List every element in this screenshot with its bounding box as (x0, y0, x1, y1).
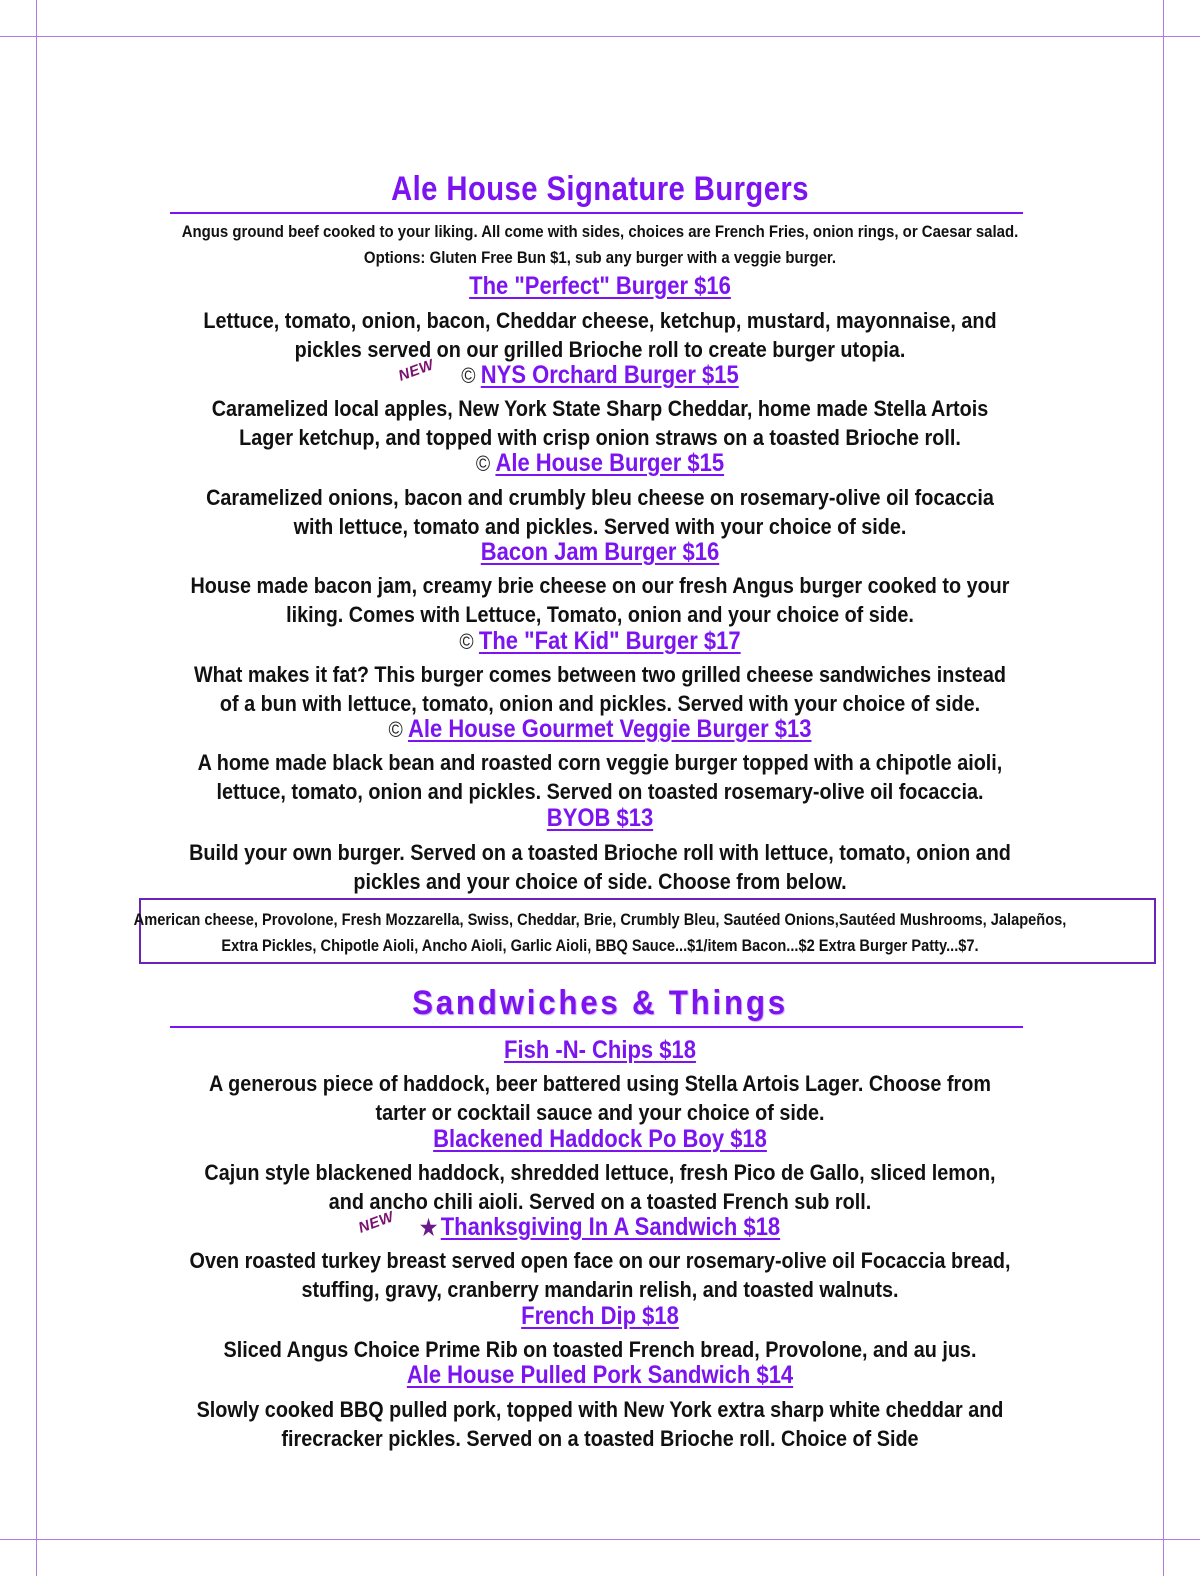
menu-item-desc: stuffing, gravy, cranberry mandarin relish, and toasted walnuts. (301, 1277, 899, 1302)
menu-item-desc: Build your own burger. Served on a toasted Brioche roll with lettuce, tomato, onion and (189, 840, 1011, 865)
menu-item-desc: of a bun with lettuce, tomato, onion and pickles. Served with your choice of side. (219, 691, 981, 716)
crop-mark-bottom-h (0, 1539, 1200, 1540)
menu-item-title: Bacon Jam Burger $16 (480, 538, 720, 566)
menu-item-desc: Cajun style blackened haddock, shredded lettuce, fresh Pico de Gallo, sliced lemon, (204, 1160, 996, 1185)
menu-item-desc: and ancho chili aioli. Served on a toasted French sub roll. (328, 1189, 872, 1214)
menu-item-desc: tarter or cocktail sauce and your choice of side. (375, 1100, 825, 1125)
menu-item-title: Ale House Pulled Pork Sandwich $14 (406, 1361, 794, 1389)
menu-item-title: Fish -N- Chips $18 (504, 1036, 696, 1064)
crop-mark-right-v (1163, 0, 1164, 1576)
menu-item-desc: liking. Comes with Lettuce, Tomato, onion and your choice of side. (286, 602, 914, 627)
menu-item-desc: Oven roasted turkey breast served open face on our rosemary-olive oil Focaccia bread, (189, 1248, 1011, 1273)
menu-item-title: ★ Thanksgiving In A Sandwich $18 (419, 1213, 781, 1241)
menu-item-title: Blackened Haddock Po Boy $18 (433, 1125, 767, 1153)
menu-item-desc: Lager ketchup, and topped with crisp onion straws on a toasted Brioche roll. (239, 425, 961, 450)
menu-item-desc: pickles served on our grilled Brioche roll to create burger utopia. (294, 337, 906, 362)
menu-item-desc: What makes it fat? This burger comes between two grilled cheese sandwiches instead (193, 662, 1007, 687)
addons-line-2: Extra Pickles, Chipotle Aioli, Ancho Aioli, Garlic Aioli, BBQ Sauce...$1/item Bacon...$2 Extra Burger Patty...$7. (221, 936, 979, 955)
new-badge: NEW (396, 356, 437, 385)
copyright-icon: © (461, 363, 476, 388)
menu-item-title: © NYS Orchard Burger $15 (461, 361, 739, 389)
menu-item-desc: House made bacon jam, creamy brie cheese on our fresh Angus burger cooked to your (190, 573, 1010, 598)
menu-item-desc: Slowly cooked BBQ pulled pork, topped with New York extra sharp white cheddar and (196, 1397, 1004, 1422)
menu-item-desc: A generous piece of haddock, beer battered using Stella Artois Lager. Choose from (209, 1071, 991, 1096)
menu-item-desc: Caramelized onions, bacon and crumbly bleu cheese on rosemary-olive oil focaccia (206, 485, 994, 510)
menu-item-desc: Caramelized local apples, New York State Sharp Cheddar, home made Stella Artois (211, 396, 989, 421)
section-rule-sandwiches (170, 1026, 1023, 1028)
crop-mark-left-v (36, 0, 37, 1576)
section-rule-burgers (170, 212, 1023, 214)
menu-item-desc: pickles and your choice of side. Choose from below. (353, 869, 847, 894)
menu-item-desc: with lettuce, tomato and pickles. Served with your choice of side. (293, 514, 907, 539)
menu-item-desc: Sliced Angus Choice Prime Rib on toasted French bread, Provolone, and au jus. (223, 1337, 977, 1362)
burgers-intro-line-1: Angus ground beef cooked to your liking. All come with sides, choices are French Fries, onion rings, or Caesar salad. (181, 222, 1019, 241)
menu-item-title: © Ale House Burger $15 (475, 449, 725, 477)
menu-item-title: © The "Fat Kid" Burger $17 (459, 627, 741, 655)
menu-item-title: BYOB $13 (546, 804, 654, 832)
menu-item-desc: Lettuce, tomato, onion, bacon, Cheddar cheese, ketchup, mustard, mayonnaise, and (203, 308, 997, 333)
section-title-burgers: Ale House Signature Burgers (391, 170, 809, 208)
copyright-icon: © (459, 629, 474, 654)
menu-item-title: French Dip $18 (521, 1302, 679, 1330)
copyright-icon: © (475, 451, 491, 476)
menu-item-title: © Ale House Gourmet Veggie Burger $13 (388, 715, 812, 743)
section-title-sandwiches: Sandwiches & Things (412, 984, 788, 1022)
burgers-intro-line-2: Options: Gluten Free Bun $1, sub any burger with a veggie burger. (363, 248, 837, 267)
menu-item-desc: A home made black bean and roasted corn veggie burger topped with a chipotle aioli, (197, 750, 1003, 775)
crop-mark-top-h (0, 36, 1200, 37)
copyright-icon: © (388, 717, 403, 742)
menu-item-title: The "Perfect" Burger $16 (469, 272, 731, 300)
star-icon: ★ (419, 1215, 438, 1240)
menu-item-desc: firecracker pickles. Served on a toasted Brioche roll. Choice of Side (281, 1426, 919, 1451)
menu-item-desc: lettuce, tomato, onion and pickles. Served on toasted rosemary-olive oil focaccia. (216, 779, 984, 804)
new-badge: NEW (356, 1208, 397, 1237)
addons-line-1: American cheese, Provolone, Fresh Mozzarella, Swiss, Cheddar, Brie, Crumbly Bleu, Sautéed Onions,Sautéed Mushrooms, Jalapeños, (133, 910, 1067, 929)
